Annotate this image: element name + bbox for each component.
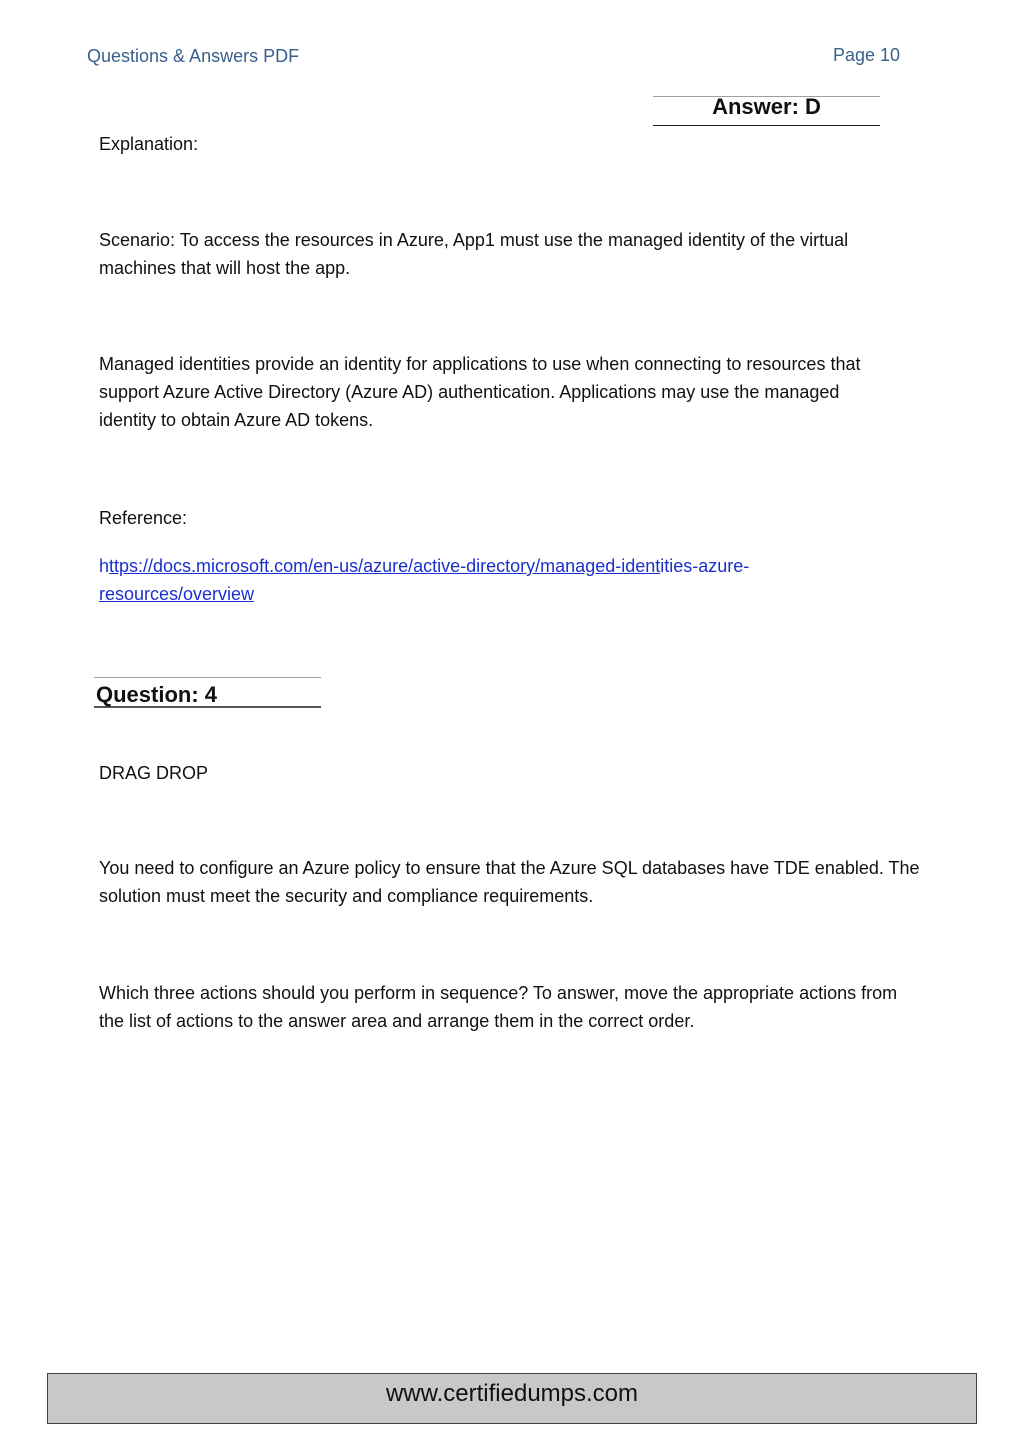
footer-site[interactable]: www.certifiedumps.com [385, 1380, 639, 1407]
reference-link[interactable] [99, 552, 749, 608]
reference-link-part-1[interactable]: h [99, 556, 110, 576]
managed-line-1: Managed identities provide an identity for applications to use when connecting to resources that [99, 354, 861, 374]
scenario-paragraph [99, 226, 848, 282]
scenario-line-1: Scenario: To access the resources in Azure, App1 must use the managed identity of the virtual [99, 230, 849, 250]
question-paragraph-1 [99, 854, 920, 910]
question-box [94, 677, 321, 708]
question-label: Question: 4 [96, 682, 218, 707]
reference-link-part-3[interactable]: ities-azure- [660, 556, 750, 576]
reference-link-part-2[interactable]: ttps://docs.microsoft.com/en-us/azure/active-directory/managed-ident [109, 556, 661, 576]
reference-label: Reference: [99, 508, 188, 528]
question-paragraph-2 [99, 979, 897, 1035]
explanation-label: Explanation: [99, 134, 199, 154]
managed-identity-paragraph [99, 350, 860, 434]
managed-line-2: support Azure Active Directory (Azure AD) authentication. Applications may use the managed [99, 382, 840, 402]
question-p1-line-2: solution must meet the security and compliance requirements. [99, 886, 594, 906]
question-type: DRAG DROP [99, 763, 209, 783]
header-title: Questions & Answers PDF [87, 46, 300, 66]
reference-link-part-4[interactable]: resources/overview [99, 584, 255, 604]
managed-line-3: identity to obtain Azure AD tokens. [99, 410, 374, 430]
page-number: Page 10 [833, 45, 901, 65]
question-p1-line-1: You need to configure an Azure policy to ensure that the Azure SQL databases have TDE enabled. The [99, 858, 920, 878]
question-p2-line-2: the list of actions to the answer area and arrange them in the correct order. [99, 1011, 695, 1031]
answer-box [653, 96, 880, 126]
answer-label: Answer: D [712, 94, 821, 119]
footer-banner [47, 1373, 977, 1424]
scenario-line-2: machines that will host the app. [99, 258, 351, 278]
question-p2-line-1: Which three actions should you perform in sequence? To answer, move the appropriate actions from [99, 983, 898, 1003]
